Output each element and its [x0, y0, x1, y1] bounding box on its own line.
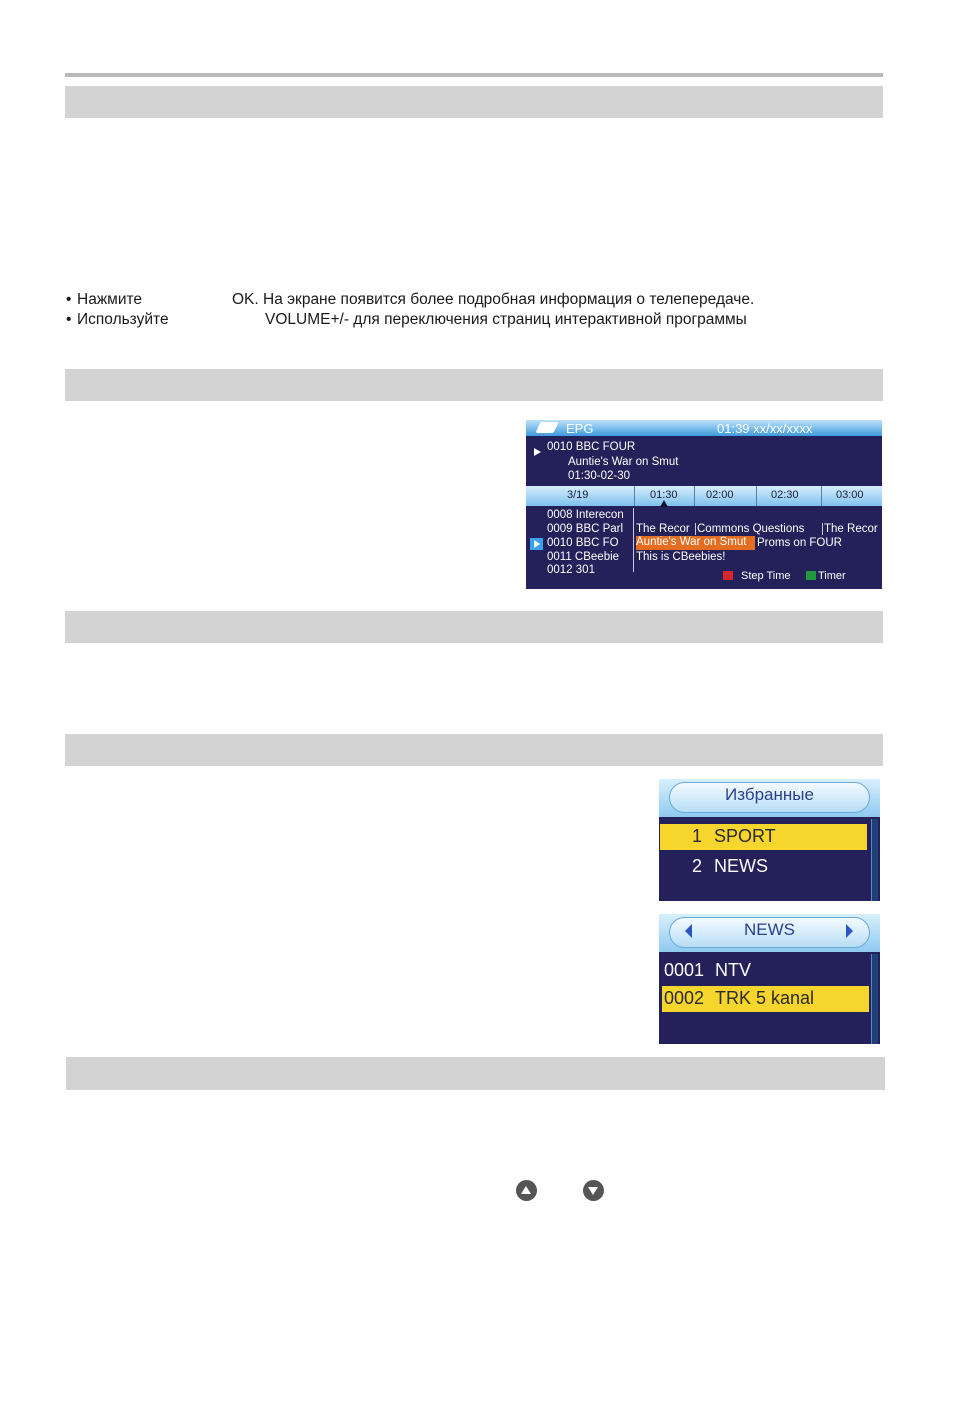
current-time-marker-icon [660, 500, 668, 507]
epg-program-cell[interactable]: The Recor [636, 523, 690, 535]
item-name: SPORT [714, 826, 776, 846]
section-bar-2 [65, 369, 883, 401]
epg-screenshot [526, 420, 882, 589]
item-number: 2 [692, 856, 703, 876]
epg-logo-icon [535, 422, 558, 433]
item-name: NEWS [714, 856, 768, 876]
epg-title: EPG [566, 421, 594, 436]
instruction-verb: Нажмите [77, 291, 143, 308]
epg-time-slot: 01:30 [650, 489, 678, 501]
epg-column-divider [633, 508, 634, 572]
channel-list-item[interactable] [662, 986, 869, 1012]
epg-program-cell-selected[interactable]: Auntie's War on Smut [636, 536, 755, 550]
timebar-divider [821, 486, 822, 506]
timebar-divider [634, 486, 635, 506]
epg-program-cell[interactable]: The Recor [822, 523, 882, 535]
section-bar-1 [65, 86, 883, 118]
section-bar-5 [66, 1057, 885, 1090]
selected-channel-icon [530, 538, 543, 550]
epg-info-program: Auntie's War on Smut [568, 456, 679, 468]
scrollbar[interactable] [871, 954, 878, 1044]
red-key-icon [723, 571, 733, 580]
section-bar-4 [65, 734, 883, 766]
channel-number: 0001 [664, 960, 705, 980]
epg-channel-row[interactable]: 0012 301 [547, 564, 595, 576]
epg-program-cell[interactable]: This is CBeebies! [636, 551, 726, 563]
epg-program-cell[interactable]: Commons Questions [695, 523, 823, 535]
favorites-group-item[interactable] [660, 824, 867, 850]
epg-channel-row[interactable]: 0008 Interecon [547, 509, 624, 521]
epg-time-slot: 02:30 [771, 489, 799, 501]
play-icon [534, 448, 541, 456]
channel-number: 0002 [664, 988, 705, 1008]
epg-time-slot: 03:00 [836, 489, 864, 501]
epg-clock: 01:39 xx/xx/xxxx [717, 421, 813, 436]
timebar-divider [756, 486, 757, 506]
channel-name: NTV [715, 960, 751, 980]
bullet: • [66, 311, 72, 328]
favorites-screenshot [659, 779, 880, 901]
epg-key-label: Timer [818, 570, 846, 582]
epg-time-slot: 02:00 [706, 489, 734, 501]
epg-channel-row[interactable]: 0010 BBC FO [547, 537, 619, 549]
instruction-text: VOLUME+/- для переключения страниц интерактивной программы [265, 311, 747, 328]
timebar-divider [694, 486, 695, 506]
epg-channel-row[interactable]: 0009 BBC Parl [547, 523, 624, 535]
green-key-icon [806, 571, 816, 580]
epg-timebar [526, 486, 882, 506]
epg-date: 3/19 [567, 489, 589, 501]
news-header [659, 914, 880, 952]
section-bar-3 [65, 611, 883, 643]
epg-program-cell[interactable]: Proms on FOUR [757, 537, 842, 549]
epg-key-label: Step Time [741, 570, 791, 582]
channel-list-item[interactable] [662, 958, 869, 984]
scrollbar[interactable] [871, 819, 878, 901]
instruction-verb: Используйте [77, 311, 169, 328]
favorites-title: Избранные [725, 785, 814, 804]
arrow-down-icon [583, 1180, 604, 1201]
item-number: 1 [692, 826, 703, 846]
favorites-group-item[interactable] [660, 854, 867, 880]
epg-header [526, 420, 882, 436]
bullet: • [66, 291, 72, 308]
news-group-screenshot [659, 914, 880, 1044]
header-rule [65, 73, 883, 77]
news-title: NEWS [744, 920, 795, 939]
favorites-header [659, 779, 880, 817]
channel-name: TRK 5 kanal [715, 988, 815, 1008]
epg-channel-row[interactable]: 0011 CBeebie [547, 551, 620, 563]
epg-info-time: 01:30-02-30 [568, 470, 631, 482]
instruction-text: OK. На экране появится более подробная информация о телепередаче. [232, 291, 755, 308]
arrow-up-icon [516, 1180, 537, 1201]
epg-info-channel: 0010 BBC FOUR [547, 441, 636, 453]
